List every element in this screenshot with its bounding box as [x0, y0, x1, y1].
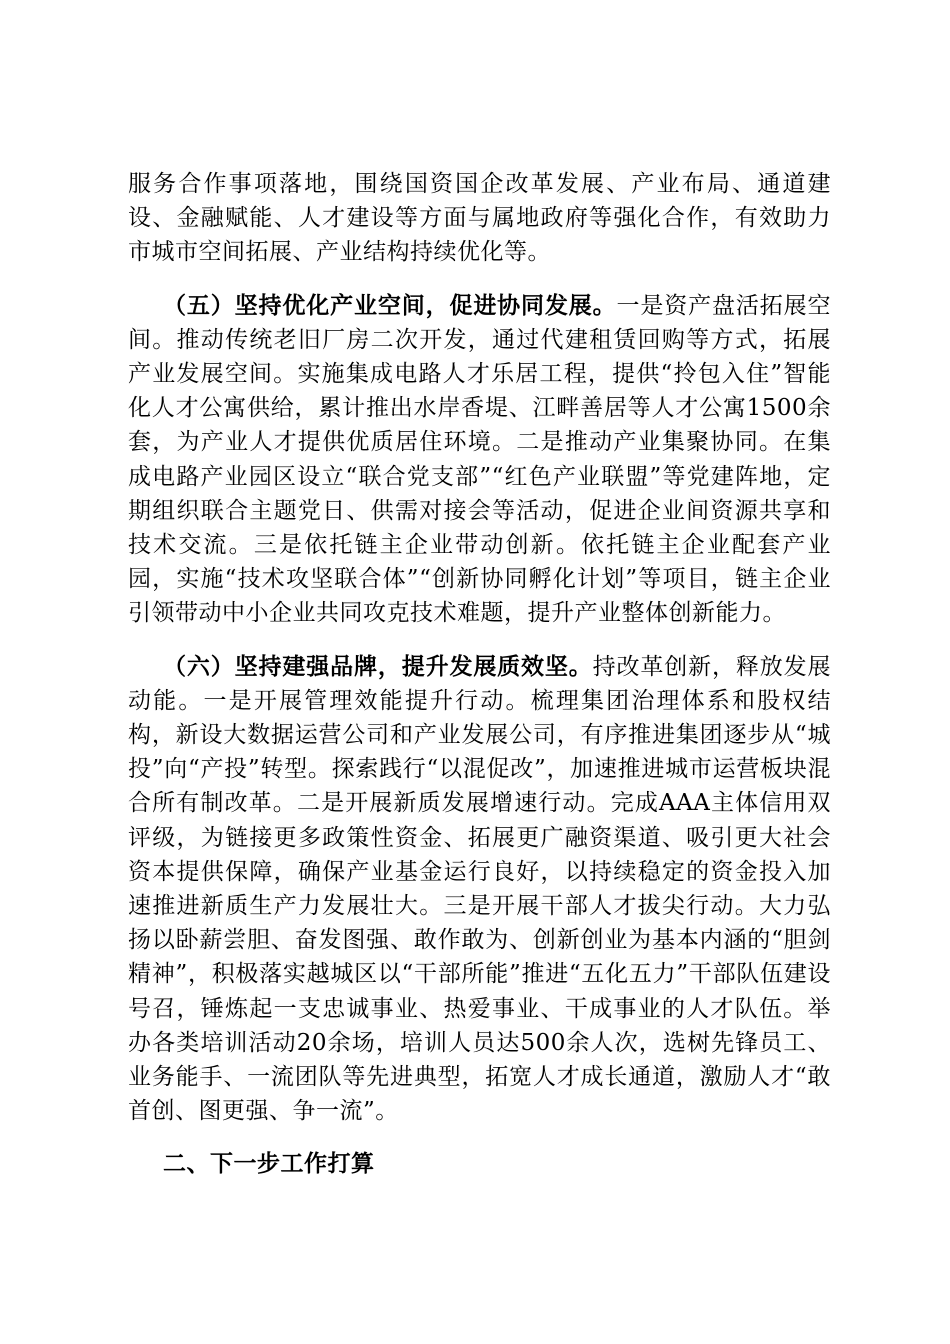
body-industry-space: 一是资产盘活拓展空间。推动传统老旧厂房二次开发，通过代建租赁回购等方式，拓展产业发展空间。实施集成电路人才乐居工程，提供“拎包入住”智能化人才公寓供给，累计推出水岸香堤、江畔善居等人才公寓1500余套，为产业人才提供优质居住环境。二是推动产业集聚协同。在集成电路产业园区设立“联合党支部”“红色产业联盟”等党建阵地，定期组织联合主题党日、供需对接会等活动，促进企业间资源共享和技术交流。三是依托链主企业带动创新。依托链主企业配套产业园，实施“技术攻坚联合体”“创新协同孵化计划”等项目，链主企业引领带动中小企业共同攻克技术难题，提升产业整体创新能力。	[128, 292, 832, 627]
document-page	[128, 167, 831, 1182]
heading-industry-space: （五）坚持优化产业空间，促进协同发展。	[163, 291, 617, 319]
paragraph-gap	[128, 270, 831, 289]
paragraph-brand-building	[128, 650, 831, 1129]
section-heading-next-steps: 二、下一步工作打算	[163, 1150, 375, 1178]
paragraph-cooperation: 服务合作事项落地，围绕国资国企改革发展、产业布局、通道建设、金融赋能、人才建设等方面与属地政府等强化合作，有效助力市城市空间拓展、产业结构持续优化等。	[128, 171, 831, 266]
paragraph-industry-space	[128, 289, 831, 631]
paragraph-gap	[128, 1128, 831, 1147]
body-brand-building: 持改革创新，释放发展动能。一是开展管理效能提升行动。梳理集团治理体系和股权结构，新设大数据运营公司和产业发展公司，有序推进集团逐步从“城投”向“产投”转型。探索践行“以混促改”，加速推进城市运营板块混合所有制改革。二是开展新质发展增速行动。完成AAA主体信用双评级，为链接更多政策性资金、拓展更广融资渠道、吸引更大社会资本提供保障，确保产业基金运行良好，以持续稳定的资金投入加速推进新质生产力发展壮大。三是开展干部人才拔尖行动。大力弘扬以卧薪尝胆、奋发图强、敢作敢为、创新创业为基本内涵的“胆剑精神”，积极落实越城区以“干部所能”推进“五化五力”干部队伍建设号召，锤炼起一支忠诚事业、热爱事业、干成事业的人才队伍。举办各类培训活动20余场，培训人员达500余人次，选树先锋员工、业务能手、一流团队等先进典型，拓宽人才成长通道，激励人才“敢首创、图更强、争一流”。	[128, 653, 832, 1125]
paragraph-gap	[128, 631, 831, 650]
heading-brand-building: （六）坚持建强品牌，提升发展质效坚。	[163, 652, 593, 680]
